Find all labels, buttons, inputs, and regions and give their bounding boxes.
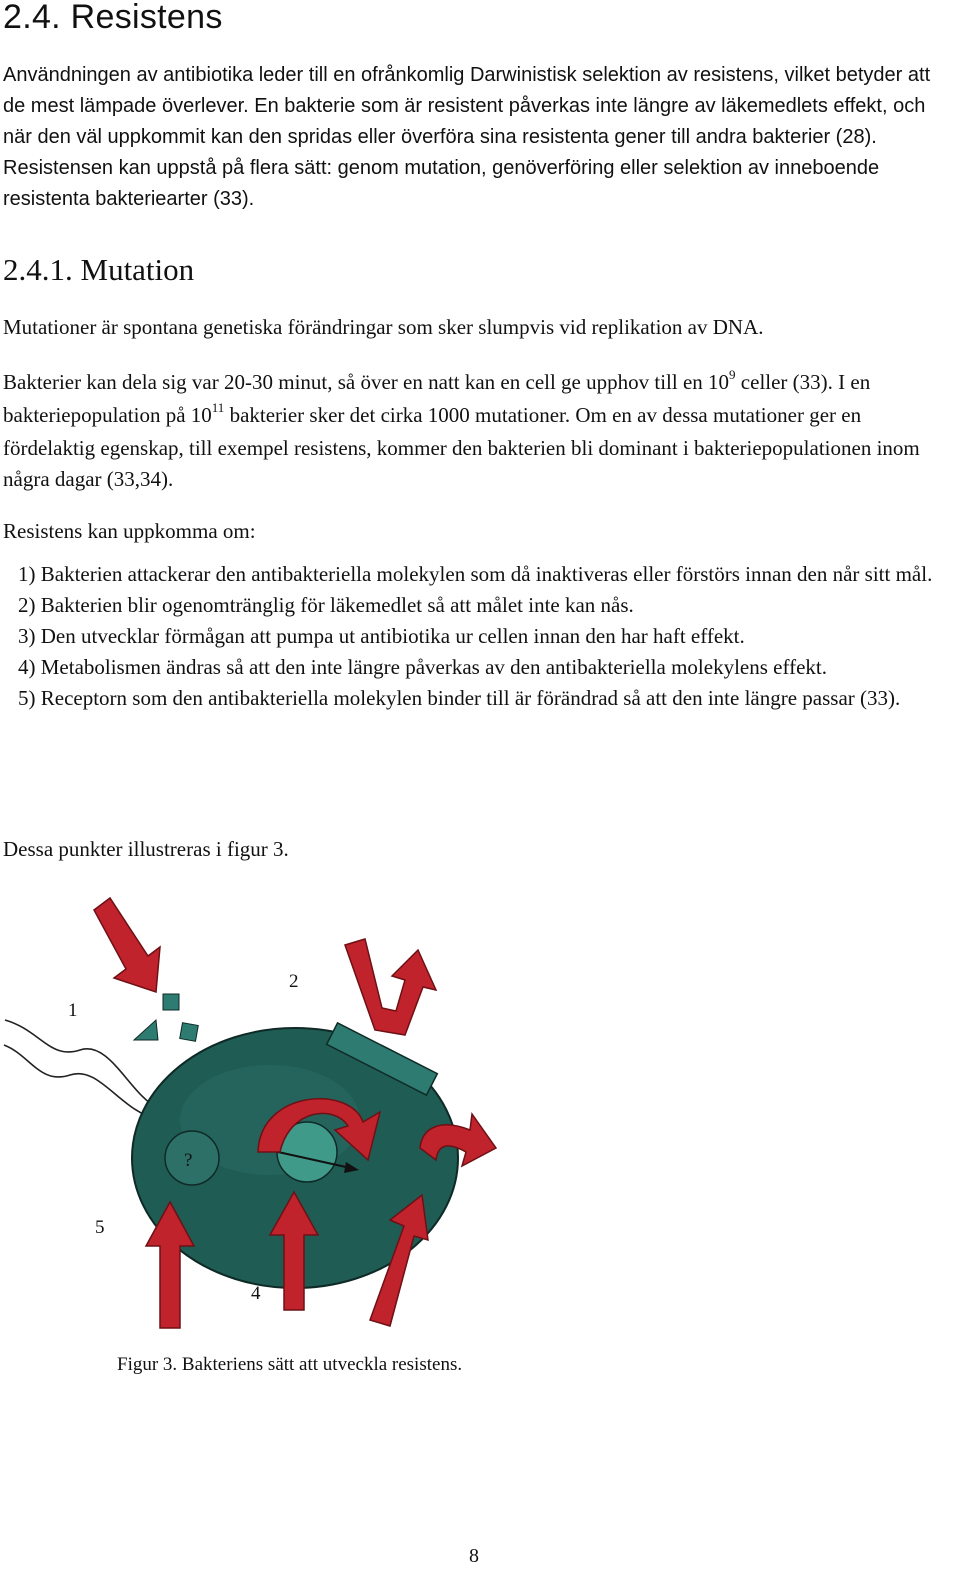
exponent-9: 9 [729,367,736,382]
page-number: 8 [469,1545,479,1567]
list-item: 4) Metabolismen ändras så att den inte längre påverkas av den antibakteriella molekylens effekt. [18,655,827,679]
bacterium-resistance-diagram [0,890,960,1350]
drug-fragment-square [180,1023,199,1042]
flagellum [4,1020,160,1120]
growth-text-part-3: bakterier sker det cirka 1000 mutationer. Om en av dessa mutationer ger en fördelaktig egenskap, till exempel resistens, kommer den bakterien bli dominant i bakteriepopulationen inom några dagar (33,34). [3,403,920,491]
resistance-intro-line: Resistens kan uppkomma om: [3,519,256,543]
list-item: 1) Bakterien attackerar den antibakteriella molekylen som då inaktiveras eller förstörs innan den når sitt mål. [18,562,933,586]
resistance-mechanism-list [8,559,948,714]
list-item: 3) Den utvecklar förmågan att pumpa ut antibiotika ur cellen innan den har haft effekt. [18,624,745,648]
intro-paragraph: Användningen av antibiotika leder till en ofrånkomlig Darwinistisk selektion av resistens, vilket betyder att de mest lämpade överlever. En bakterie som är resistent påverkas inte längre av läkemedlets effekt, och när den väl uppkommit kan den spridas eller överföra sina resistenta gener till andra bakterier (28). Resistensen kan uppstå på flera sätt: genom mutation, genöverföring eller selektion av inneboende resistenta bakteriearter (33). [3,64,931,210]
question-mark-label: ? [184,1150,193,1171]
mutation-definition-paragraph: Mutationer är spontana genetiska förändringar som sker slumpvis vid replikation av DNA. [3,315,764,339]
growth-text-part-2: celler (33). I en bakteriepopulation på 10 [3,370,871,427]
figure-caption: Figur 3. Bakteriens sätt att utveckla resistens. [117,1354,463,1375]
list-item: 2) Bakterien blir ogenomtränglig för läkemedlet så att målet inte kan nås. [18,593,634,617]
figure-label-1: 1 [68,1000,78,1021]
figure-reference-line: Dessa punkter illustreras i figur 3. [3,837,289,861]
exponent-11: 11 [211,400,225,415]
list-item: 5) Receptorn som den antibakteriella molekylen binder till är förändrad så att den inte längre passar (33). [18,686,901,710]
arrow-mechanism-1 [94,898,160,992]
figure-label-5: 5 [95,1217,105,1238]
section-heading: 2.4. Resistens [3,0,223,36]
bacterial-growth-paragraph [3,367,953,495]
figure-label-2: 2 [289,971,299,992]
arrow-mechanism-2 [345,939,436,1035]
figure-label-4: 4 [251,1283,261,1304]
drug-fragment-triangle [134,1020,158,1040]
subsection-heading: 2.4.1. Mutation [3,252,195,287]
growth-text-part-1: Bakterier kan dela sig var 20-30 minut, så över en natt kan en cell ge upphov till en 10 [3,370,730,394]
drug-fragment-square [163,994,179,1010]
